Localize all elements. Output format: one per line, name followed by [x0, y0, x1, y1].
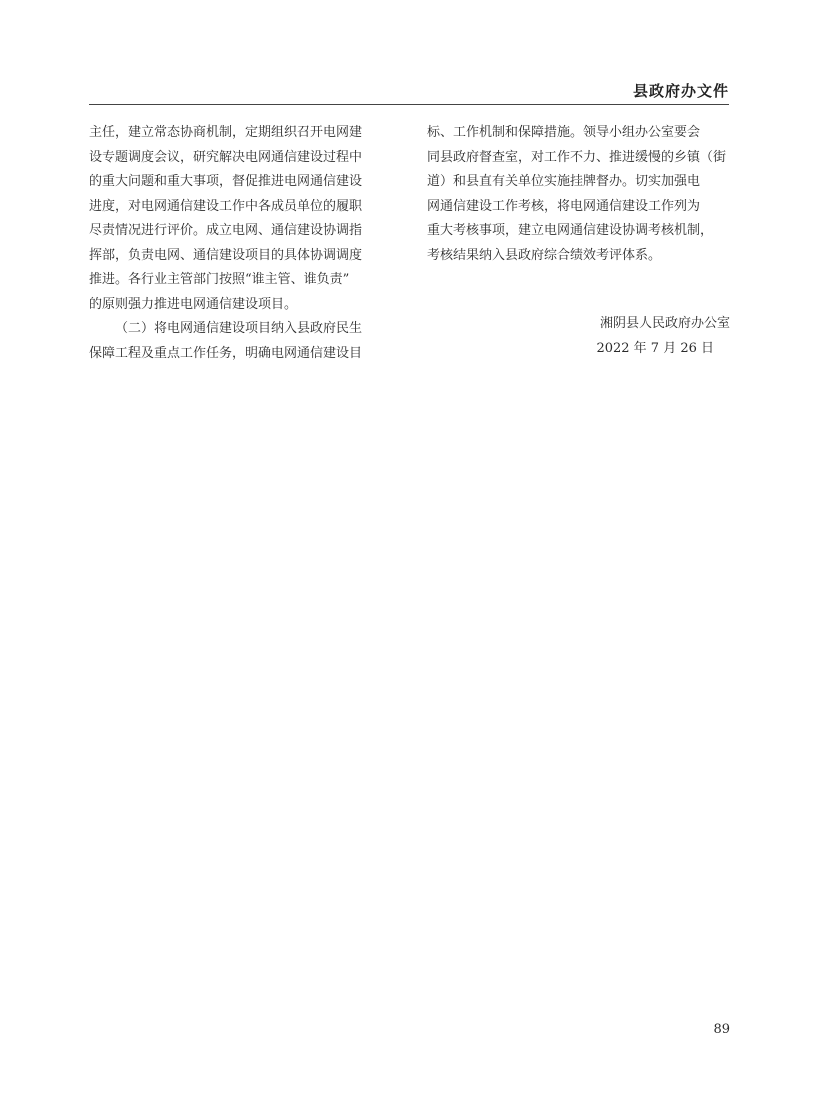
text-line: 设专题调度会议，研究解决电网通信建设过程中	[89, 149, 363, 165]
text-line: 进度，对电网通信建设工作中各成员单位的履职	[89, 198, 363, 214]
text-line: 的原则强力推进电网通信建设项目。	[89, 296, 298, 312]
text-line: 保障工程及重点工作任务，明确电网通信建设目	[89, 345, 363, 361]
issue-date: 2022 年 7 月 26 日	[596, 341, 714, 356]
text-line: 标、工作机制和保障措施。领导小组办公室要会	[427, 125, 701, 140]
right-text-column	[427, 121, 731, 268]
text-line: 同县政府督查室，对工作不力、推进缓慢的乡镇（街	[427, 149, 727, 165]
page-number: 89	[713, 1022, 730, 1037]
text-line: 尽责情况进行评价。成立电网、通信建设协调指	[89, 223, 363, 238]
signature-block	[560, 311, 730, 361]
text-line: 重大考核事项，建立电网通信建设协调考核机制，	[427, 223, 714, 238]
text-line: 挥部，负责电网、通信建设项目的具体协调调度	[89, 247, 363, 263]
paragraph-start-line: （二）将电网通信建设项目纳入县政府民生	[115, 321, 363, 336]
section-title: 县政府办文件	[632, 82, 729, 100]
text-line: 推进。各行业主管部门按照“谁主管、谁负责”	[89, 272, 350, 287]
text-line: 网通信建设工作考核，将电网通信建设工作列为	[427, 198, 701, 214]
issuing-organization: 湘阴县人民政府办公室	[599, 316, 730, 331]
text-line: 的重大问题和重大事项，督促推进电网通信建设	[89, 174, 363, 189]
page-header	[89, 80, 729, 105]
text-line: 考核结果纳入县政府综合绩效考评体系。	[427, 247, 662, 263]
text-line: 道）和县直有关单位实施挂牌督办。切实加强电	[427, 174, 701, 189]
left-text-column	[89, 121, 389, 366]
text-line: 主任，建立常态协商机制，定期组织召开电网建	[89, 125, 363, 140]
